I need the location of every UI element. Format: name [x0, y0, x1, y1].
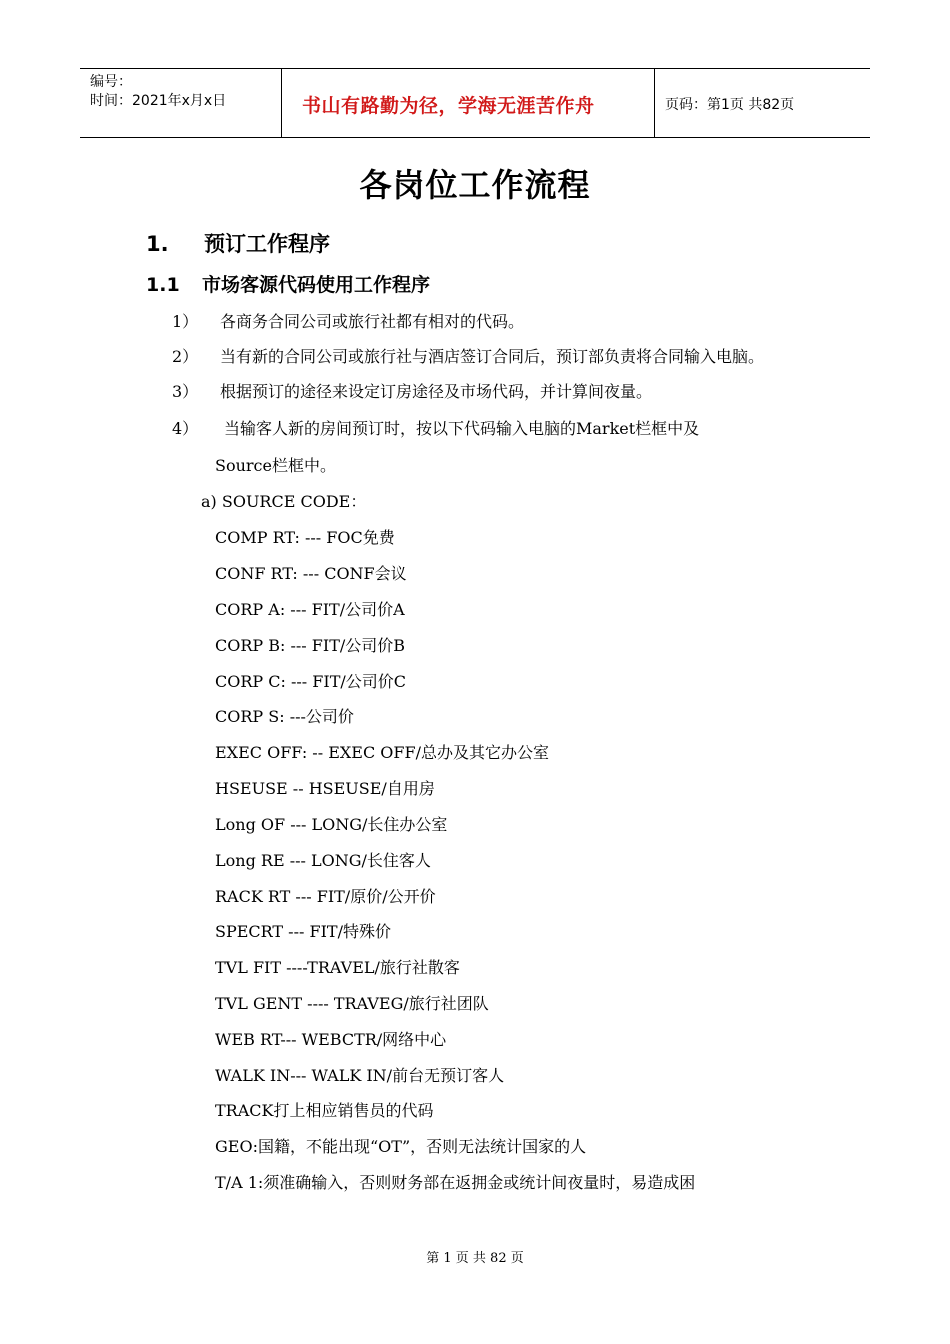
- code-line: CORP C: --- FIT/公司价C: [215, 672, 407, 691]
- document-title: 各岗位工作流程: [359, 166, 591, 204]
- header-meta-cell: [80, 69, 282, 137]
- list-item-number: 2）: [172, 347, 199, 366]
- code-line: Long OF --- LONG/长住办公室: [215, 815, 448, 834]
- list-item-continuation: Source栏框中。: [215, 456, 336, 475]
- code-line: T/A 1:须准确输入，否则财务部在返拥金或统计间夜量时，易造成困: [215, 1173, 696, 1192]
- code-line: TVL GENT ---- TRAVEG/旅行社团队: [215, 994, 489, 1013]
- code-line: WALK IN--- WALK IN/前台无预订客人: [215, 1066, 505, 1085]
- code-line: CORP S: ---公司价: [215, 707, 354, 726]
- code-line: COMP RT: --- FOC免费: [215, 528, 395, 547]
- code-line: SPECRT --- FIT/特殊价: [215, 922, 391, 941]
- list-item-text: 当输客人新的房间预订时，按以下代码输入电脑的Market栏框中及: [224, 419, 700, 438]
- page-footer: 第 1 页 共 82 页: [426, 1251, 524, 1266]
- code-line: Long RE --- LONG/长住客人: [215, 851, 431, 870]
- source-code-heading: a) SOURCE CODE：: [201, 492, 367, 511]
- list-item-text: 各商务合同公司或旅行社都有相对的代码。: [220, 312, 525, 331]
- doc-time-label: 时间：2021年x月x日: [90, 93, 227, 109]
- list-item-text: 当有新的合同公司或旅行社与酒店签订合同后，预订部负责将合同输入电脑。: [220, 347, 765, 366]
- list-item-number: 3）: [172, 382, 199, 401]
- code-line: CORP B: --- FIT/公司价B: [215, 636, 406, 655]
- code-line: TVL FIT ----TRAVEL/旅行社散客: [215, 958, 460, 977]
- section-number: 1.: [146, 232, 169, 256]
- list-item: [172, 419, 699, 439]
- subsection-number: 1.1: [146, 274, 180, 296]
- subsection-title: 市场客源代码使用工作程序: [202, 274, 431, 296]
- subsection-heading: [146, 270, 430, 297]
- code-line: HSEUSE -- HSEUSE/自用房: [215, 779, 435, 798]
- code-line: CONF RT: --- CONF会议: [215, 564, 407, 583]
- list-item: [172, 347, 764, 367]
- code-line: CORP A: --- FIT/公司价A: [215, 600, 405, 619]
- list-item-text: 根据预订的途径来设定订房途径及市场代码，并计算间夜量。: [220, 382, 653, 401]
- header-motto-cell: [282, 69, 655, 137]
- list-item: [172, 382, 652, 402]
- code-line: GEO:国籍，不能出现“OT”，否则无法统计国家的人: [215, 1137, 587, 1156]
- doc-number-label: 编号：: [90, 74, 132, 90]
- code-line: EXEC OFF: -- EXEC OFF/总办及其它办公室: [215, 743, 549, 762]
- header-page-info: 页码：第1页 共82页: [665, 97, 795, 113]
- list-item: [172, 312, 524, 332]
- code-line: TRACK打上相应销售员的代码: [215, 1101, 434, 1120]
- header-page-cell: [655, 69, 870, 137]
- code-line: RACK RT --- FIT/原价/公开价: [215, 887, 436, 906]
- list-item-number: 4）: [172, 419, 199, 438]
- code-line: WEB RT--- WEBCTR/网络中心: [215, 1030, 447, 1049]
- section-title: 预订工作程序: [204, 232, 330, 256]
- page-header: [80, 68, 870, 138]
- list-item-number: 1）: [172, 312, 199, 331]
- header-motto: 书山有路勤为径，学海无涯苦作舟: [302, 95, 595, 117]
- section-heading: [146, 228, 330, 258]
